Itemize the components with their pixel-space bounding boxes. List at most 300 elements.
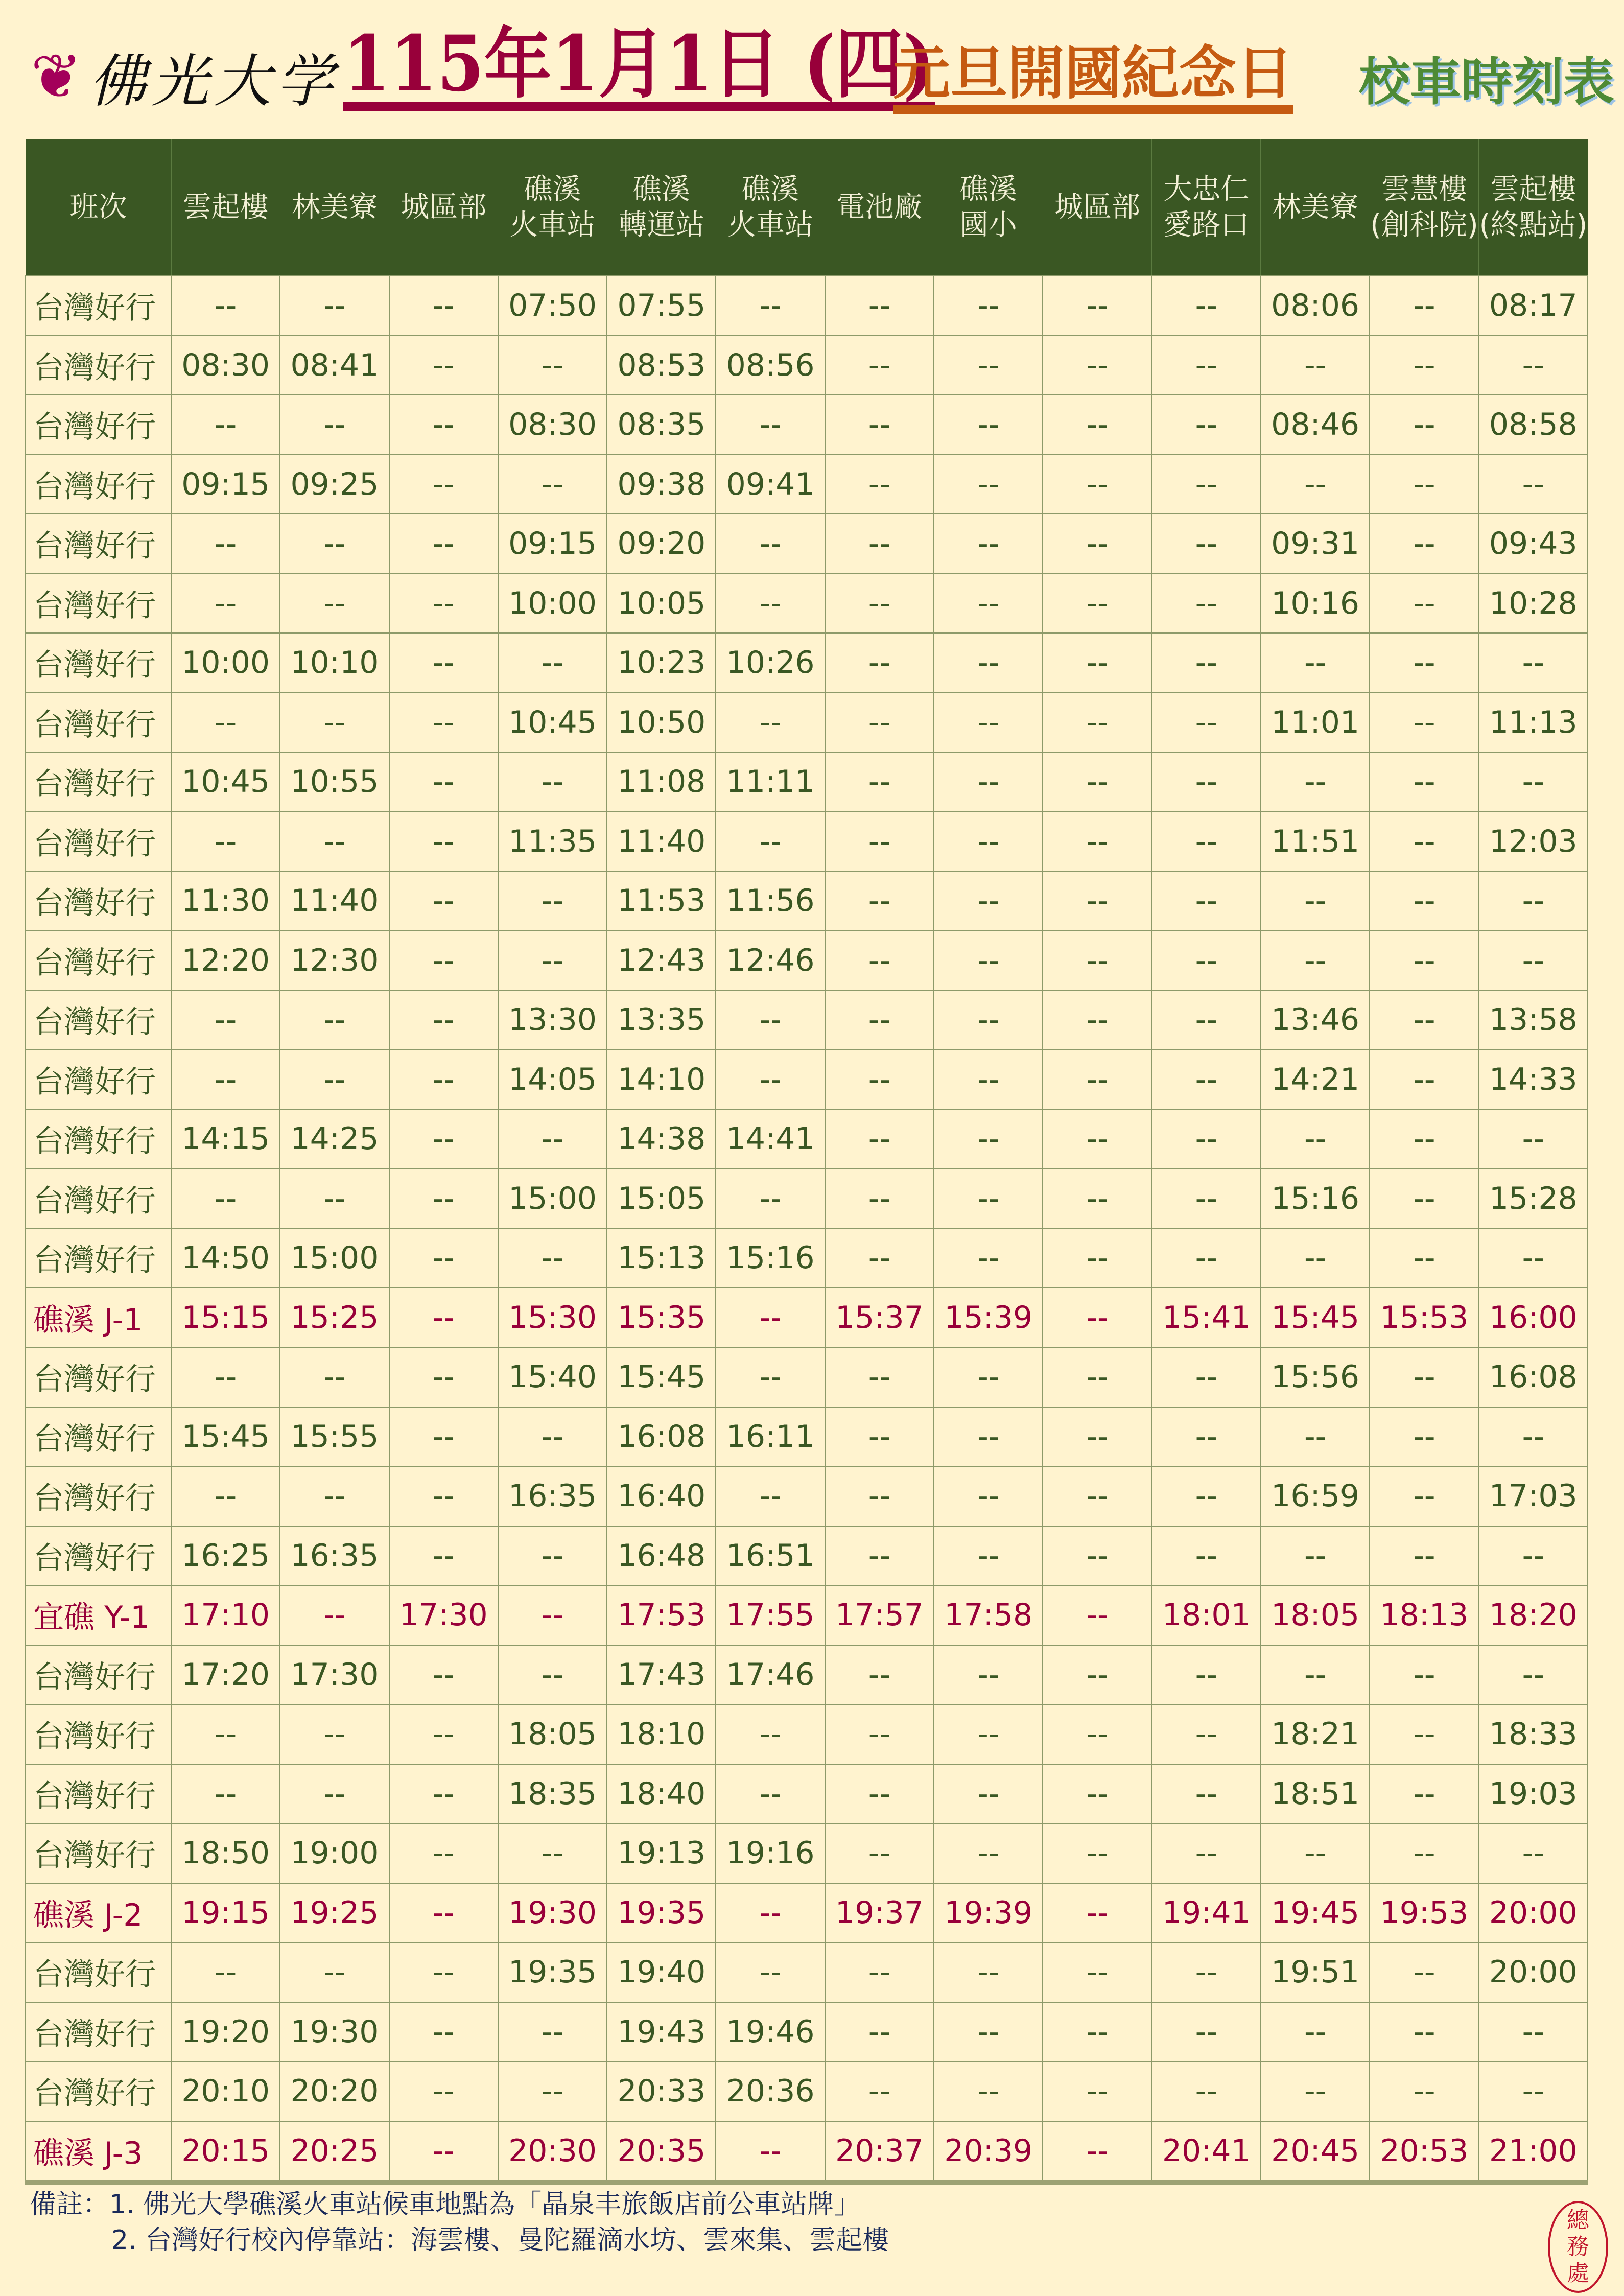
departure-time: 17:55 [716, 1585, 825, 1645]
departure-time: -- [171, 1050, 280, 1110]
departure-time: 14:15 [171, 1109, 280, 1169]
departure-time: 16:48 [607, 1526, 716, 1586]
departure-time: -- [1152, 931, 1261, 991]
departure-time: -- [498, 1645, 607, 1705]
departure-time: -- [171, 574, 280, 634]
departure-time: 09:25 [280, 455, 389, 514]
trip-name: 礁溪 J-3 [26, 2121, 171, 2183]
departure-time: -- [1043, 871, 1151, 931]
trip-name: 台灣好行 [26, 693, 171, 753]
departure-time: 15:16 [716, 1228, 825, 1288]
departure-time: -- [280, 812, 389, 872]
departure-time: -- [389, 812, 498, 872]
table-row [26, 871, 1588, 931]
trip-name: 台灣好行 [26, 1704, 171, 1764]
departure-time: -- [1043, 1526, 1151, 1586]
departure-time: 16:51 [716, 1526, 825, 1586]
departure-time: -- [1370, 1109, 1478, 1169]
departure-time: -- [1479, 1109, 1588, 1169]
departure-time: -- [389, 693, 498, 753]
departure-time: 11:51 [1261, 812, 1370, 872]
departure-time: 19:51 [1261, 1942, 1370, 2002]
departure-time: 19:35 [498, 1942, 607, 2002]
departure-time: -- [1152, 276, 1261, 336]
departure-time: 14:21 [1261, 1050, 1370, 1110]
departure-time: -- [934, 752, 1043, 812]
departure-time: -- [171, 395, 280, 455]
departure-time: 11:13 [1479, 693, 1588, 753]
column-header-stop: 城區部 [1043, 139, 1151, 276]
note-line-1: 備註：1. 佛光大學礁溪火車站候車地點為「晶泉丰旅飯店前公車站牌」 [30, 2189, 861, 2220]
departure-time: 15:15 [171, 1288, 280, 1348]
trip-name: 台灣好行 [26, 1645, 171, 1705]
trip-name: 台灣好行 [26, 1407, 171, 1467]
departure-time: -- [1479, 2002, 1588, 2062]
departure-time: 17:03 [1479, 1466, 1588, 1526]
departure-time: 10:00 [498, 574, 607, 634]
departure-time: 08:30 [171, 336, 280, 395]
departure-time: -- [1479, 633, 1588, 693]
column-header-stop: 雲起樓 (終點站) [1479, 139, 1588, 276]
departure-time: 16:08 [607, 1407, 716, 1467]
departure-time: -- [389, 1704, 498, 1764]
departure-time: -- [1370, 1228, 1478, 1288]
departure-time: 19:53 [1370, 1883, 1478, 1943]
departure-time: 15:16 [1261, 1169, 1370, 1229]
departure-time: 17:43 [607, 1645, 716, 1705]
departure-time: 20:53 [1370, 2121, 1478, 2183]
departure-time: -- [280, 395, 389, 455]
trip-name: 台灣好行 [26, 1526, 171, 1586]
departure-time: -- [716, 2121, 825, 2183]
departure-time: 11:40 [607, 812, 716, 872]
table-row [26, 455, 1588, 514]
table-row [26, 633, 1588, 693]
departure-time: -- [280, 990, 389, 1050]
trip-name: 台灣好行 [26, 514, 171, 574]
departure-time: -- [825, 2002, 934, 2062]
table-row [26, 812, 1588, 872]
departure-time: 19:41 [1152, 1883, 1261, 1943]
departure-time: -- [280, 1704, 389, 1764]
departure-time: 20:37 [825, 2121, 934, 2183]
departure-time: 19:35 [607, 1883, 716, 1943]
departure-time: -- [934, 1347, 1043, 1407]
departure-time: 10:26 [716, 633, 825, 693]
departure-time: -- [171, 1347, 280, 1407]
trip-name: 台灣好行 [26, 931, 171, 991]
departure-time: -- [1261, 752, 1370, 812]
departure-time: -- [389, 455, 498, 514]
departure-time: 15:45 [1261, 1288, 1370, 1348]
departure-time: -- [1152, 1407, 1261, 1467]
departure-time: 17:58 [934, 1585, 1043, 1645]
departure-time: -- [825, 455, 934, 514]
departure-time: -- [389, 1883, 498, 1943]
table-row [26, 931, 1588, 991]
departure-time: -- [1152, 693, 1261, 753]
departure-time: -- [1152, 633, 1261, 693]
departure-time: 19:37 [825, 1883, 934, 1943]
trip-name: 台灣好行 [26, 1050, 171, 1110]
departure-time: -- [1043, 1050, 1151, 1110]
trip-name: 台灣好行 [26, 1466, 171, 1526]
departure-time: -- [280, 1169, 389, 1229]
table-row [26, 2061, 1588, 2121]
departure-time: -- [1261, 1645, 1370, 1705]
departure-time: 19:15 [171, 1883, 280, 1943]
departure-time: 15:39 [934, 1288, 1043, 1348]
departure-time: -- [280, 1466, 389, 1526]
departure-time: 16:25 [171, 1526, 280, 1586]
departure-time: -- [280, 1942, 389, 2002]
departure-time: -- [1370, 514, 1478, 574]
departure-time: -- [1152, 752, 1261, 812]
departure-time: -- [1370, 336, 1478, 395]
departure-time: -- [1043, 1347, 1151, 1407]
departure-time: -- [1043, 2002, 1151, 2062]
departure-time: 13:30 [498, 990, 607, 1050]
departure-time: -- [1043, 336, 1151, 395]
departure-time: -- [280, 574, 389, 634]
column-header-stop: 礁溪 火車站 [716, 139, 825, 276]
table-row [26, 693, 1588, 753]
departure-time: -- [825, 1109, 934, 1169]
departure-time: -- [1479, 1228, 1588, 1288]
departure-time: -- [1261, 1526, 1370, 1586]
departure-time: -- [1261, 1109, 1370, 1169]
departure-time: -- [498, 931, 607, 991]
table-row [26, 1228, 1588, 1288]
departure-time: -- [171, 514, 280, 574]
departure-time: 15:00 [280, 1228, 389, 1288]
departure-time: -- [716, 1347, 825, 1407]
trip-name: 台灣好行 [26, 871, 171, 931]
departure-time: -- [716, 574, 825, 634]
general-affairs-stamp [1548, 2201, 1608, 2293]
departure-time: 14:50 [171, 1228, 280, 1288]
departure-time: -- [1043, 1288, 1151, 1348]
trip-name: 礁溪 J-2 [26, 1883, 171, 1943]
departure-time: -- [1152, 1109, 1261, 1169]
departure-time: -- [934, 931, 1043, 991]
departure-time: -- [1152, 1050, 1261, 1110]
departure-time: -- [1370, 1050, 1478, 1110]
departure-time: -- [934, 1823, 1043, 1883]
departure-time: -- [1261, 931, 1370, 991]
departure-time: 16:40 [607, 1466, 716, 1526]
departure-time: 19:46 [716, 2002, 825, 2062]
departure-time: -- [1370, 1942, 1478, 2002]
departure-time: -- [1043, 455, 1151, 514]
departure-time: -- [1370, 1466, 1478, 1526]
departure-time: 16:11 [716, 1407, 825, 1467]
departure-time: 16:35 [280, 1526, 389, 1586]
table-row [26, 1109, 1588, 1169]
departure-time: -- [498, 1823, 607, 1883]
departure-time: 09:31 [1261, 514, 1370, 574]
departure-time: 08:30 [498, 395, 607, 455]
departure-time: -- [1043, 1764, 1151, 1824]
departure-time: -- [498, 336, 607, 395]
departure-time: -- [934, 514, 1043, 574]
departure-time: 11:40 [280, 871, 389, 931]
departure-time: -- [825, 871, 934, 931]
departure-time: 12:46 [716, 931, 825, 991]
departure-time: 10:55 [280, 752, 389, 812]
departure-time: 19:43 [607, 2002, 716, 2062]
departure-time: -- [1370, 455, 1478, 514]
departure-time: 10:16 [1261, 574, 1370, 634]
departure-time: -- [825, 1228, 934, 1288]
departure-time: -- [1152, 1823, 1261, 1883]
departure-time: 16:35 [498, 1466, 607, 1526]
departure-time: 19:30 [280, 2002, 389, 2062]
departure-time: -- [1370, 1526, 1478, 1586]
departure-time: -- [1152, 871, 1261, 931]
departure-time: -- [1152, 395, 1261, 455]
departure-time: -- [498, 1585, 607, 1645]
departure-time: 15:40 [498, 1347, 607, 1407]
departure-time: -- [389, 1526, 498, 1586]
departure-time: 19:39 [934, 1883, 1043, 1943]
departure-time: 18:01 [1152, 1585, 1261, 1645]
departure-time: -- [934, 1704, 1043, 1764]
departure-time: 18:20 [1479, 1585, 1588, 1645]
departure-time: -- [1043, 2061, 1151, 2121]
departure-time: -- [1370, 2002, 1478, 2062]
departure-time: -- [1152, 1228, 1261, 1288]
departure-time: -- [934, 990, 1043, 1050]
departure-time: -- [825, 1050, 934, 1110]
table-row [26, 1288, 1588, 1348]
departure-time: 17:20 [171, 1645, 280, 1705]
table-row [26, 752, 1588, 812]
departure-time: 09:38 [607, 455, 716, 514]
departure-time: -- [934, 395, 1043, 455]
departure-time: -- [825, 1645, 934, 1705]
departure-time: -- [934, 1466, 1043, 1526]
departure-time: -- [716, 395, 825, 455]
table-row [26, 395, 1588, 455]
departure-time: 14:25 [280, 1109, 389, 1169]
departure-time: 10:10 [280, 633, 389, 693]
departure-time: -- [1043, 574, 1151, 634]
departure-time: -- [280, 1050, 389, 1110]
departure-time: -- [280, 514, 389, 574]
departure-time: -- [1370, 633, 1478, 693]
column-header-stop: 礁溪 火車站 [498, 139, 607, 276]
departure-time: 12:20 [171, 931, 280, 991]
trip-name: 台灣好行 [26, 574, 171, 634]
departure-time: -- [825, 276, 934, 336]
departure-time: 10:00 [171, 633, 280, 693]
departure-time: 15:30 [498, 1288, 607, 1348]
departure-time: -- [716, 1466, 825, 1526]
departure-time: -- [825, 1942, 934, 2002]
departure-time: -- [825, 514, 934, 574]
column-header-stop: 礁溪 國小 [934, 139, 1043, 276]
departure-time: 17:57 [825, 1585, 934, 1645]
departure-time: -- [171, 990, 280, 1050]
departure-time: 11:35 [498, 812, 607, 872]
stamp-char: 務 [1567, 2234, 1589, 2260]
university-logo [31, 36, 339, 118]
table-row [26, 276, 1588, 336]
departure-time: -- [1043, 1883, 1151, 1943]
departure-time: -- [1370, 1169, 1478, 1229]
departure-time: -- [1370, 990, 1478, 1050]
departure-time: 08:35 [607, 395, 716, 455]
departure-time: -- [389, 752, 498, 812]
departure-time: 08:58 [1479, 395, 1588, 455]
departure-time: -- [1370, 1407, 1478, 1467]
departure-time: -- [389, 2061, 498, 2121]
departure-time: -- [171, 693, 280, 753]
departure-time: -- [825, 2061, 934, 2121]
departure-time: -- [498, 1407, 607, 1467]
departure-time: 20:35 [607, 2121, 716, 2183]
departure-time: -- [1479, 871, 1588, 931]
table-row [26, 1169, 1588, 1229]
departure-time: 15:41 [1152, 1288, 1261, 1348]
table-row [26, 1050, 1588, 1110]
table-row [26, 1764, 1588, 1824]
departure-time: -- [171, 1704, 280, 1764]
departure-time: -- [1261, 1407, 1370, 1467]
departure-time: 11:01 [1261, 693, 1370, 753]
departure-time: 14:41 [716, 1109, 825, 1169]
departure-time: 20:39 [934, 2121, 1043, 2183]
departure-time: 15:53 [1370, 1288, 1478, 1348]
departure-time: -- [934, 2002, 1043, 2062]
departure-time: -- [171, 276, 280, 336]
notes [30, 2187, 889, 2258]
schedule-title: 校車時刻 [1359, 52, 1563, 112]
departure-time: 17:46 [716, 1645, 825, 1705]
stamp-char: 處 [1567, 2260, 1589, 2286]
departure-time: 21:00 [1479, 2121, 1588, 2183]
departure-time: -- [825, 1704, 934, 1764]
departure-time: 08:06 [1261, 276, 1370, 336]
departure-time: -- [389, 990, 498, 1050]
departure-time: -- [389, 1764, 498, 1824]
departure-time: -- [1043, 693, 1151, 753]
departure-time: 08:56 [716, 336, 825, 395]
trip-name: 台灣好行 [26, 455, 171, 514]
departure-time: -- [389, 395, 498, 455]
table-row [26, 1645, 1588, 1705]
departure-time: 15:35 [607, 1288, 716, 1348]
departure-time: -- [716, 1288, 825, 1348]
departure-time: 10:45 [498, 693, 607, 753]
trip-name: 台灣好行 [26, 2002, 171, 2062]
departure-time: -- [716, 1704, 825, 1764]
trip-name: 台灣好行 [26, 1764, 171, 1824]
column-header-stop: 城區部 [389, 139, 498, 276]
table-row [26, 1526, 1588, 1586]
departure-time: -- [280, 1764, 389, 1824]
table-row [26, 1585, 1588, 1645]
departure-time: 15:56 [1261, 1347, 1370, 1407]
departure-time: -- [498, 2002, 607, 2062]
table-row [26, 990, 1588, 1050]
table-row [26, 1823, 1588, 1883]
departure-time: -- [716, 1942, 825, 2002]
departure-time: -- [1043, 1169, 1151, 1229]
departure-time: 14:10 [607, 1050, 716, 1110]
departure-time: 16:59 [1261, 1466, 1370, 1526]
departure-time: -- [1479, 1526, 1588, 1586]
departure-time: -- [1370, 1347, 1478, 1407]
departure-time: -- [389, 871, 498, 931]
departure-time: 12:03 [1479, 812, 1588, 872]
departure-time: -- [1152, 1526, 1261, 1586]
holiday-title: 元旦開國紀念日 [893, 45, 1293, 114]
departure-time: 14:33 [1479, 1050, 1588, 1110]
departure-time: 18:51 [1261, 1764, 1370, 1824]
trip-name: 台灣好行 [26, 395, 171, 455]
departure-time: -- [1043, 1823, 1151, 1883]
departure-time: -- [498, 1228, 607, 1288]
departure-time: -- [934, 1109, 1043, 1169]
departure-time: -- [171, 1169, 280, 1229]
departure-time: 20:45 [1261, 2121, 1370, 2183]
departure-time: -- [498, 633, 607, 693]
departure-time: -- [934, 1407, 1043, 1467]
departure-time: -- [825, 752, 934, 812]
departure-time: -- [1261, 871, 1370, 931]
table-row [26, 1883, 1588, 1943]
departure-time: -- [1043, 633, 1151, 693]
departure-time: -- [1479, 1823, 1588, 1883]
departure-time: 17:30 [280, 1645, 389, 1705]
departure-time: -- [1043, 1228, 1151, 1288]
departure-time: 18:05 [498, 1704, 607, 1764]
departure-time: -- [1043, 1466, 1151, 1526]
departure-time: -- [498, 1526, 607, 1586]
departure-time: 15:45 [607, 1347, 716, 1407]
departure-time: 09:20 [607, 514, 716, 574]
departure-time: -- [1152, 1764, 1261, 1824]
departure-time: -- [1152, 514, 1261, 574]
table-row [26, 1347, 1588, 1407]
trip-name: 台灣好行 [26, 633, 171, 693]
departure-time: -- [389, 574, 498, 634]
departure-time: -- [389, 931, 498, 991]
departure-time: 10:45 [171, 752, 280, 812]
departure-time: -- [1479, 455, 1588, 514]
departure-time: -- [389, 1347, 498, 1407]
departure-time: 16:08 [1479, 1347, 1588, 1407]
departure-time: -- [716, 1883, 825, 1943]
departure-time: 19:16 [716, 1823, 825, 1883]
bus-timetable [25, 139, 1588, 2185]
departure-time: -- [934, 574, 1043, 634]
departure-time: 19:45 [1261, 1883, 1370, 1943]
departure-time: -- [1043, 931, 1151, 991]
departure-time: -- [825, 1169, 934, 1229]
university-name: 佛光大学 [89, 49, 339, 115]
departure-time: 08:41 [280, 336, 389, 395]
departure-time: 15:37 [825, 1288, 934, 1348]
departure-time: -- [1370, 693, 1478, 753]
departure-time: -- [825, 1407, 934, 1467]
trip-name: 台灣好行 [26, 1109, 171, 1169]
departure-time: -- [934, 455, 1043, 514]
departure-time: -- [389, 1466, 498, 1526]
table-row [26, 1942, 1588, 2002]
